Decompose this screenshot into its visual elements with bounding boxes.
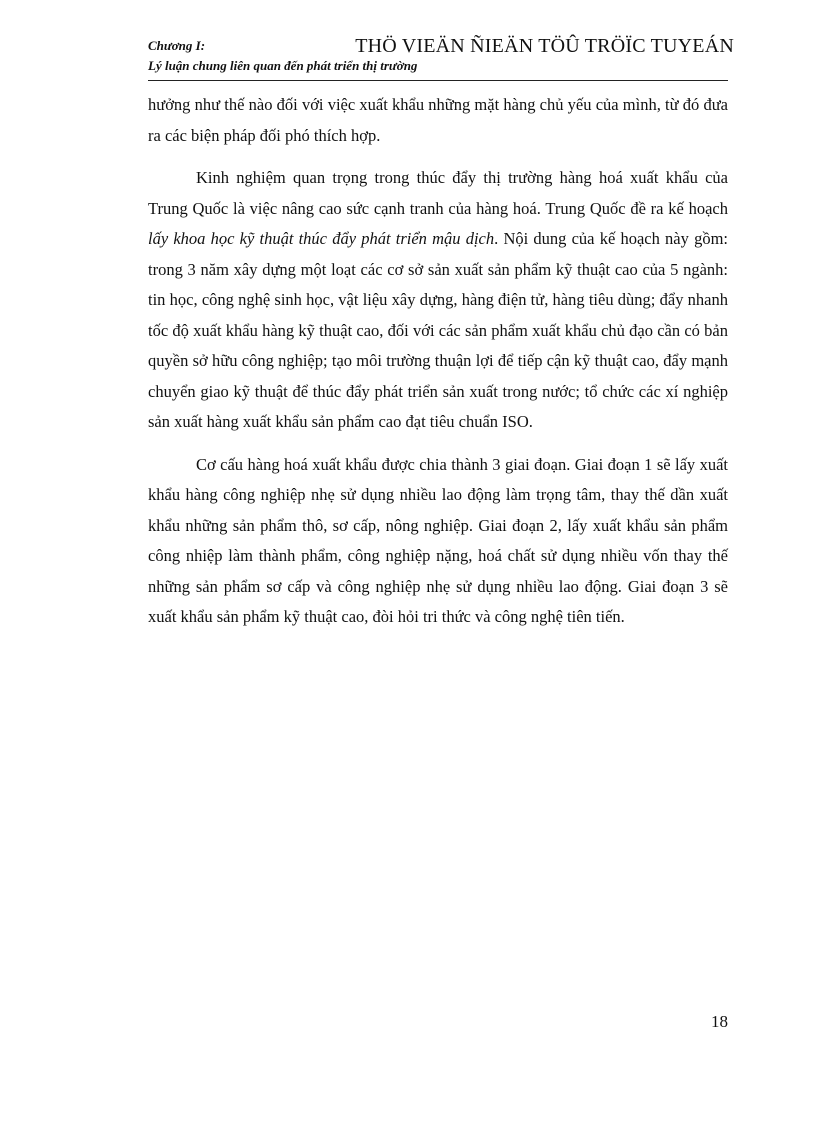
page-header [148, 34, 734, 80]
page-number: 18 [711, 1012, 728, 1031]
body-text [148, 90, 728, 633]
paragraph-2-italic-phrase: lấy khoa học kỹ thuật thúc đẩy phát triển mậu dịch [148, 229, 495, 248]
paragraph-1: hưởng như thế nào đối với việc xuất khẩu những mặt hàng chủ yếu của mình, từ đó đưa ra các biện pháp đối phó thích hợp. [148, 95, 728, 145]
chapter-title: Chương I: [148, 38, 206, 53]
paragraph-2-text-end: . Nội dung của kế hoạch này gồm: trong 3 năm xây dựng một loạt các cơ sở sản xuất sản phẩm kỹ thuật cao của 5 ngành: tin học, công nghệ sinh học, vật liệu xây dựng, hàng điện tử, hàng tiêu dùng; đẩy nhanh tốc độ xuất khẩu hàng kỹ thuật cao, đối với các sản phẩm xuất khẩu chủ đạo cần có bản quyền sở hữu công nghiệp; tạo môi trường thuận lợi để tiếp cận kỹ thuật cao, đẩy mạnh chuyển giao kỹ thuật để thúc đẩy phát triển sản xuất trong nước; tổ chức các xí nghiệp sản xuất hàng xuất khẩu sản phẩm cao đạt tiêu chuẩn ISO. [148, 229, 728, 431]
library-watermark: THÖ VIEÄN ÑIEÄN TÖÛ TRÖÏC TUYEÁN [355, 35, 734, 57]
paragraph-3: Cơ cấu hàng hoá xuất khẩu được chia thành 3 giai đoạn. Giai đoạn 1 sẽ lấy xuất khẩu hàng công nghiệp nhẹ sử dụng nhiều lao động làm trọng tâm, thay thế dần xuất khẩu những sản phẩm thô, sơ cấp, nông nghiệp. Giai đoạn 2, lấy xuất khẩu sản phẩm công nhiệp làm thành phẩm, công nghiệp nặng, hoá chất sử dụng nhiều vốn thay thế những sản phẩm sơ cấp và công nghiệp nhẹ sử dụng nhiều lao động. Giai đoạn 3 sẽ xuất khẩu sản phẩm kỹ thuật cao, đòi hỏi tri thức và công nghệ tiên tiến. [148, 454, 728, 626]
paragraph-2 [148, 163, 728, 438]
header-divider [148, 80, 728, 81]
paragraph-2-text-start: Kinh nghiệm quan trọng trong thúc đẩy thị trường hàng hoá xuất khẩu của Trung Quốc là việc nâng cao sức cạnh tranh của hàng hoá. Trung Quốc đề ra kế hoạch [148, 168, 728, 218]
chapter-subtitle: Lý luận chung liên quan đến phát triển thị trường [148, 58, 418, 73]
